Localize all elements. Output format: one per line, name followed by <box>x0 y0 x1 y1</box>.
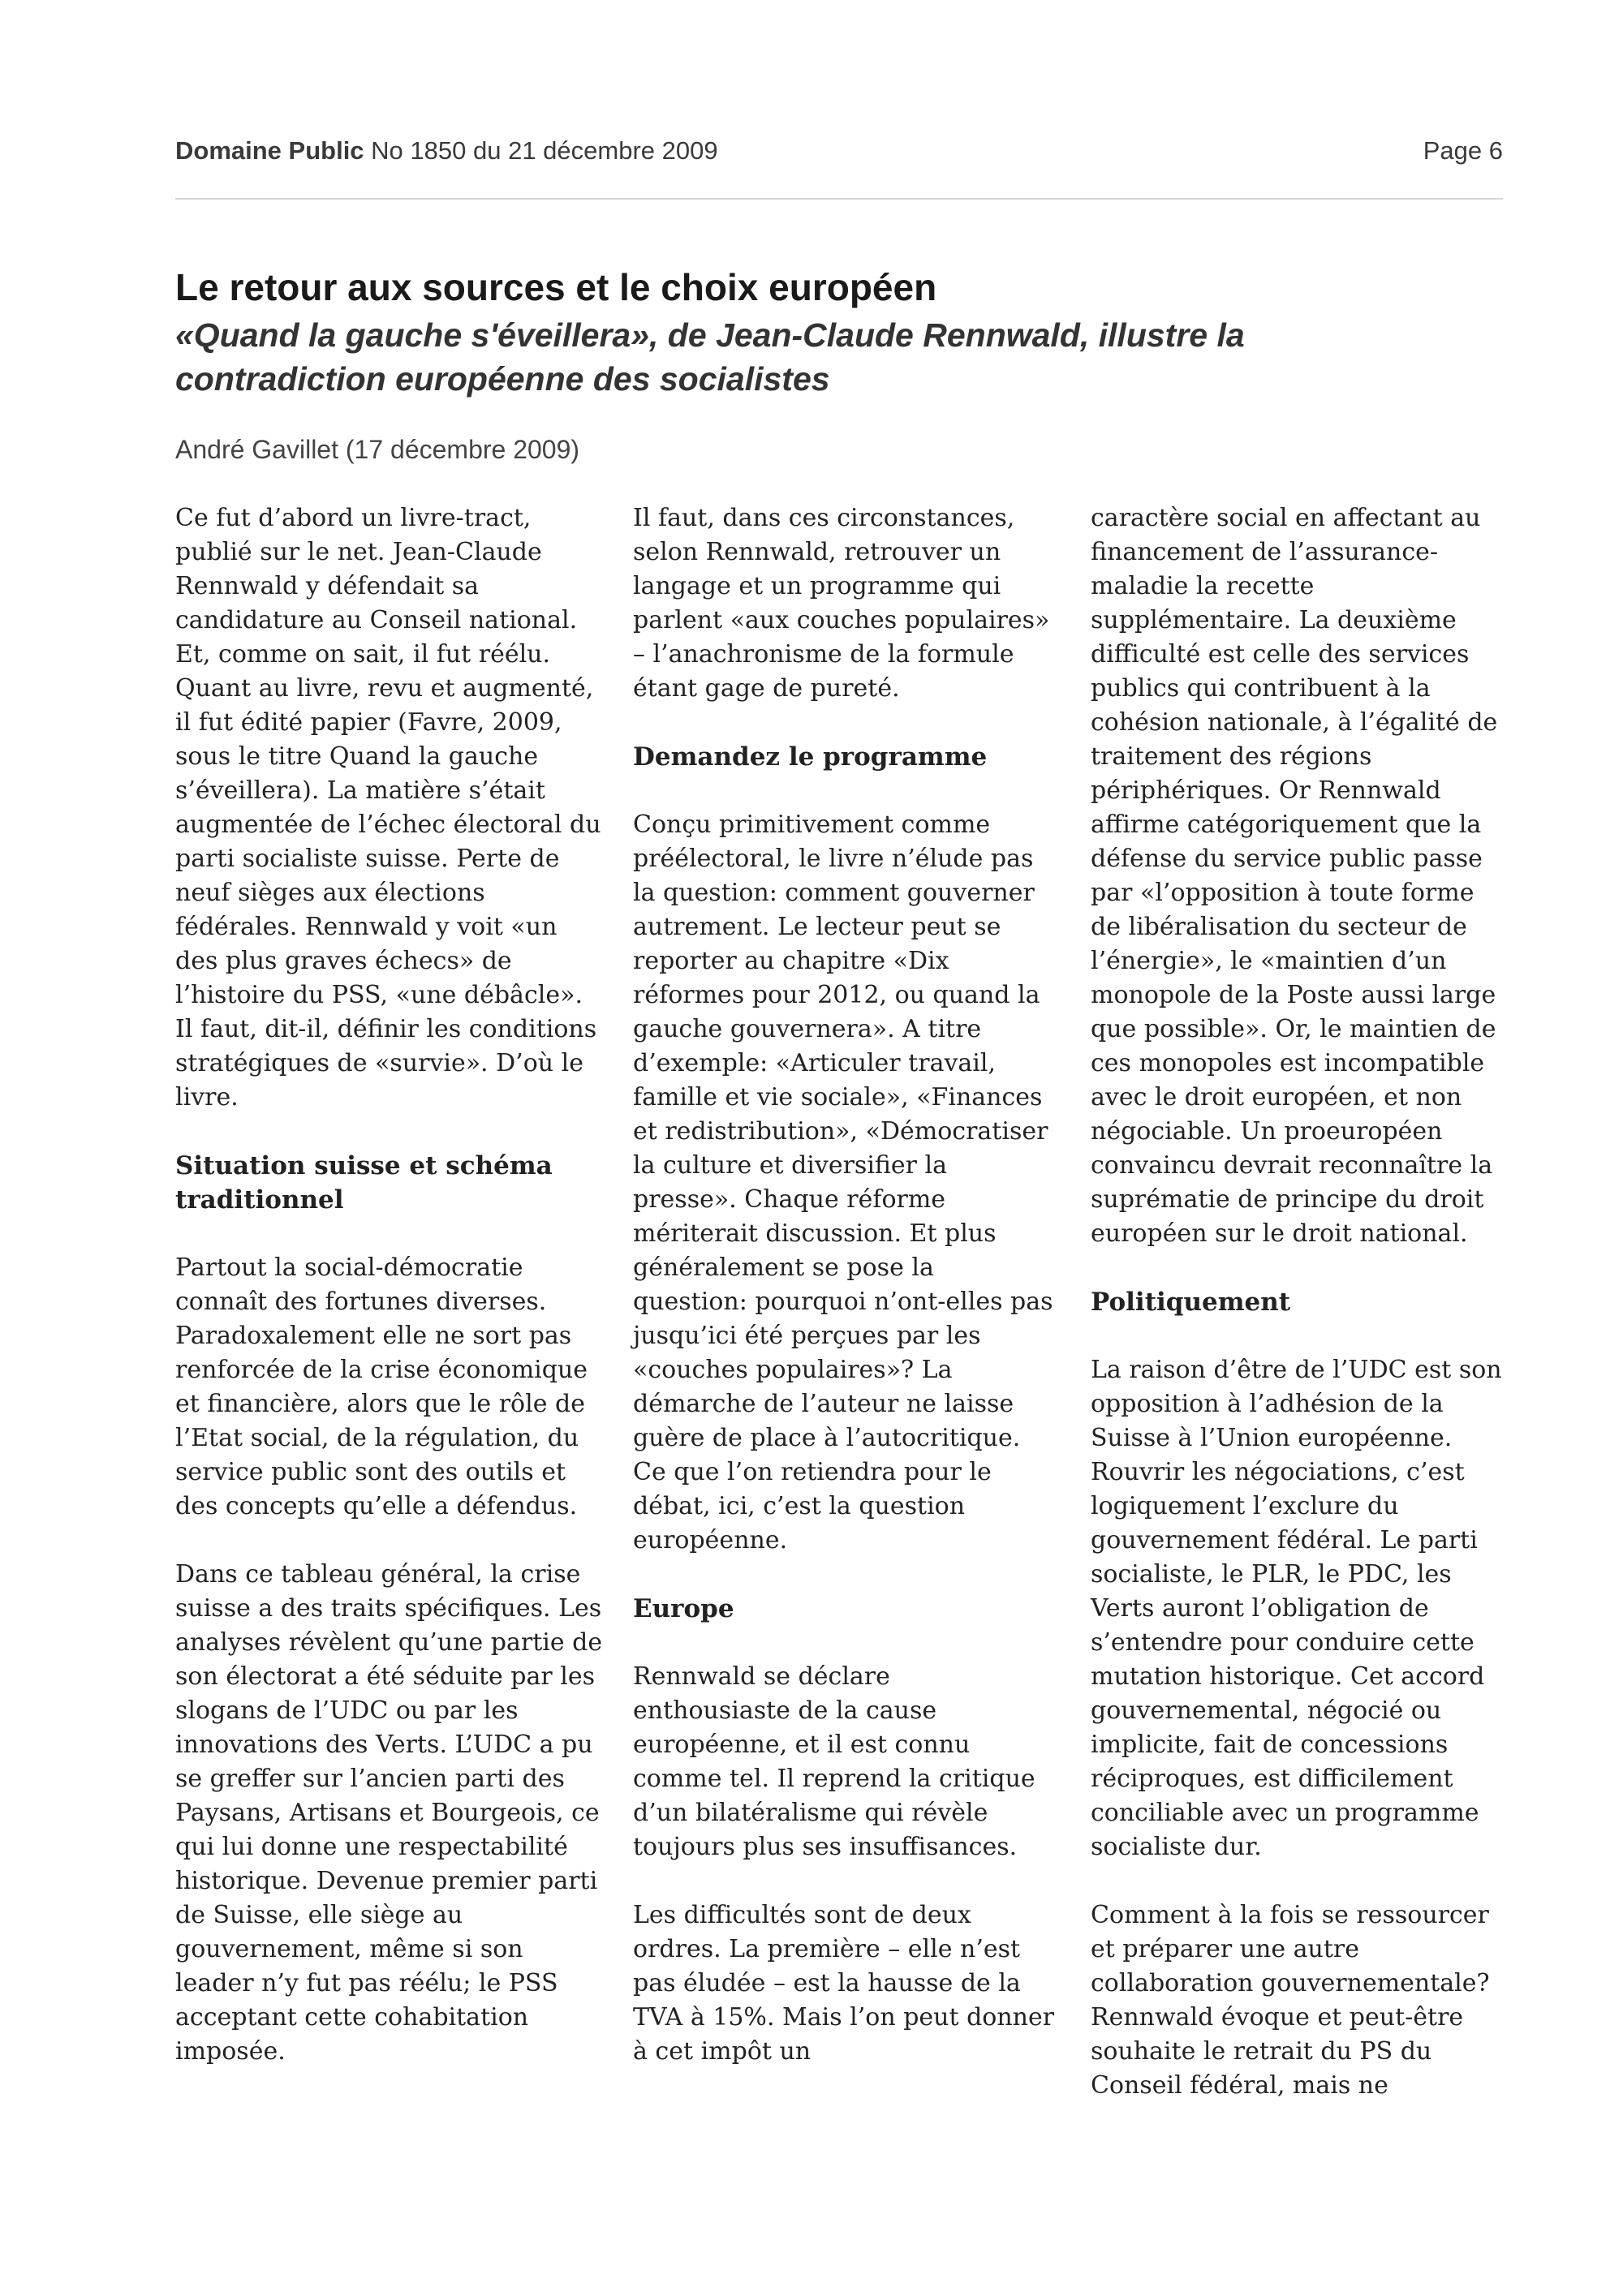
column-3 <box>1091 501 1506 2103</box>
paragraph: Dans ce tableau général, la crise suisse a des traits spécifiques. Les analyses révèlent qu’une partie de son électorat a été séduite par les slogans de l’UDC ou par les innovations des Verts. L’UDC a pu se greffer sur l’ancien parti des Paysans, Artisans et Bourgeois, ce qui lui donne une respectabilité historique. Devenue premier parti de Suisse, elle siège au gouvernement, même si son leader n’y fut pas réélu; le PSS acceptant cette cohabitation imposée. <box>175 1560 603 2066</box>
issue-info: No 1850 du 21 décembre 2009 <box>371 136 718 165</box>
paragraph: Il faut, dans ces circonstances, selon Rennwald, retrouver un langage et un programme qui parlent «aux couches populaires» – l’anachronisme de la formule étant gage de pureté. <box>633 504 1050 703</box>
page-header <box>175 136 1503 169</box>
paragraph: Les difficultés sont de deux ordres. La première – elle n’est pas éludée – est la hausse de la TVA à 15%. Mais l’on peut donner à cet impôt un <box>633 1901 1055 2066</box>
paragraph: Conçu primitivement comme préélectoral, le livre n’élude pas la question: comment gouverner autrement. Le lecteur peut se reporter au chapitre «Dix réformes pour 2012, ou quand la gauche gouvernera». A titre d’exemple: «Articuler travail, famille et vie sociale», «Finances et redistribution», «Démocratiser la culture et diversifier la presse». Chaque réforme mériterait discussion. Et plus généralement se pose la question: pourquoi n’ont-elles pas jusqu’ici été perçues par les «couches populaires»? La démarche de l’auteur ne laisse guère de place à l’autocritique. Ce que l’on retiendra pour le débat, ici, c’est la question européenne. <box>633 810 1053 1554</box>
paragraph: Ce fut d’abord un livre-tract, publié sur le net. Jean-Claude Rennwald y défendait sa candidature au Conseil national. Et, comme on sait, il fut réélu. Quant au livre, revu et augmenté, il fut édité papier (Favre, 2009, sous le titre Quand la gauche s’éveillera). La matière s’était augmentée de l’échec électoral du parti socialiste suisse. Perte de neuf sièges aux élections fédérales. Rennwald y voit «un des plus graves échecs» de l’histoire du PSS, «une débâcle». Il faut, dit-il, définir les conditions stratégiques de «survie». D’où le livre. <box>175 504 601 1111</box>
article-subtitle: «Quand la gauche s'éveillera», de Jean-Claude Rennwald, illustre la contradiction européenne des socialistes <box>175 316 1245 398</box>
section-heading: Politiquement <box>1091 1288 1291 1317</box>
header-divider <box>175 198 1503 200</box>
section-heading: Situation suisse et schéma traditionnel <box>175 1151 553 1215</box>
paragraph: Rennwald se déclare enthousiaste de la cause européenne, et il est connu comme tel. Il reprend la critique d’un bilatéralisme qui révèle toujours plus ses insuffisances. <box>633 1662 1035 1861</box>
paragraph: caractère social en affectant au financement de l’assurance-maladie la recette supplémentaire. La deuxième difficulté est celle des services publics qui contribuent à la cohésion nationale, à l’égalité de traitement des régions périphériques. Or Rennwald affirme catégoriquement que la défense du service public passe par «l’opposition à toute forme de libéralisation du secteur de l’énergie», le «maintien d’un monopole de la Poste aussi large que possible». Or, le maintien de ces monopoles est incompatible avec le droit européen, et non négociable. Un proeuropéen convaincu devrait reconnaître la suprématie de principe du droit européen sur le droit national. <box>1091 504 1498 1248</box>
page-number: Page 6 <box>1423 136 1503 165</box>
article-title: Le retour aux sources et le choix européen <box>175 266 937 308</box>
paragraph: Comment à la fois se ressourcer et préparer une autre collaboration gouvernementale? Rennwald évoque et peut-être souhaite le retrait du PS du Conseil fédéral, mais ne <box>1091 1901 1490 2100</box>
paragraph: Partout la social-démocratie connaît des fortunes diverses. Paradoxalement elle ne sort pas renforcée de la crise économique et financière, alors que le rôle de l’Etat social, de la régulation, du service public sont des outils et des concepts qu’elle a défendus. <box>175 1253 588 1520</box>
section-heading: Demandez le programme <box>633 742 988 772</box>
article-byline: André Gavillet (17 décembre 2009) <box>175 435 580 464</box>
section-heading: Europe <box>633 1594 734 1623</box>
paragraph: La raison d’être de l’UDC est son opposition à l’adhésion de la Suisse à l’Union européenne. Rouvrir les négociations, c’est logiquement l’exclure du gouvernement fédéral. Le parti socialiste, le PLR, le PDC, les Verts auront l’obligation de s’entendre pour conduire cette mutation historique. Cet accord gouvernemental, négocié ou implicite, fait de concessions réciproques, est difficilement conciliable avec un programme socialiste dur. <box>1091 1356 1502 1861</box>
column-2 <box>633 501 1055 2069</box>
column-1 <box>175 501 605 2069</box>
publication-name: Domaine Public <box>175 136 364 165</box>
